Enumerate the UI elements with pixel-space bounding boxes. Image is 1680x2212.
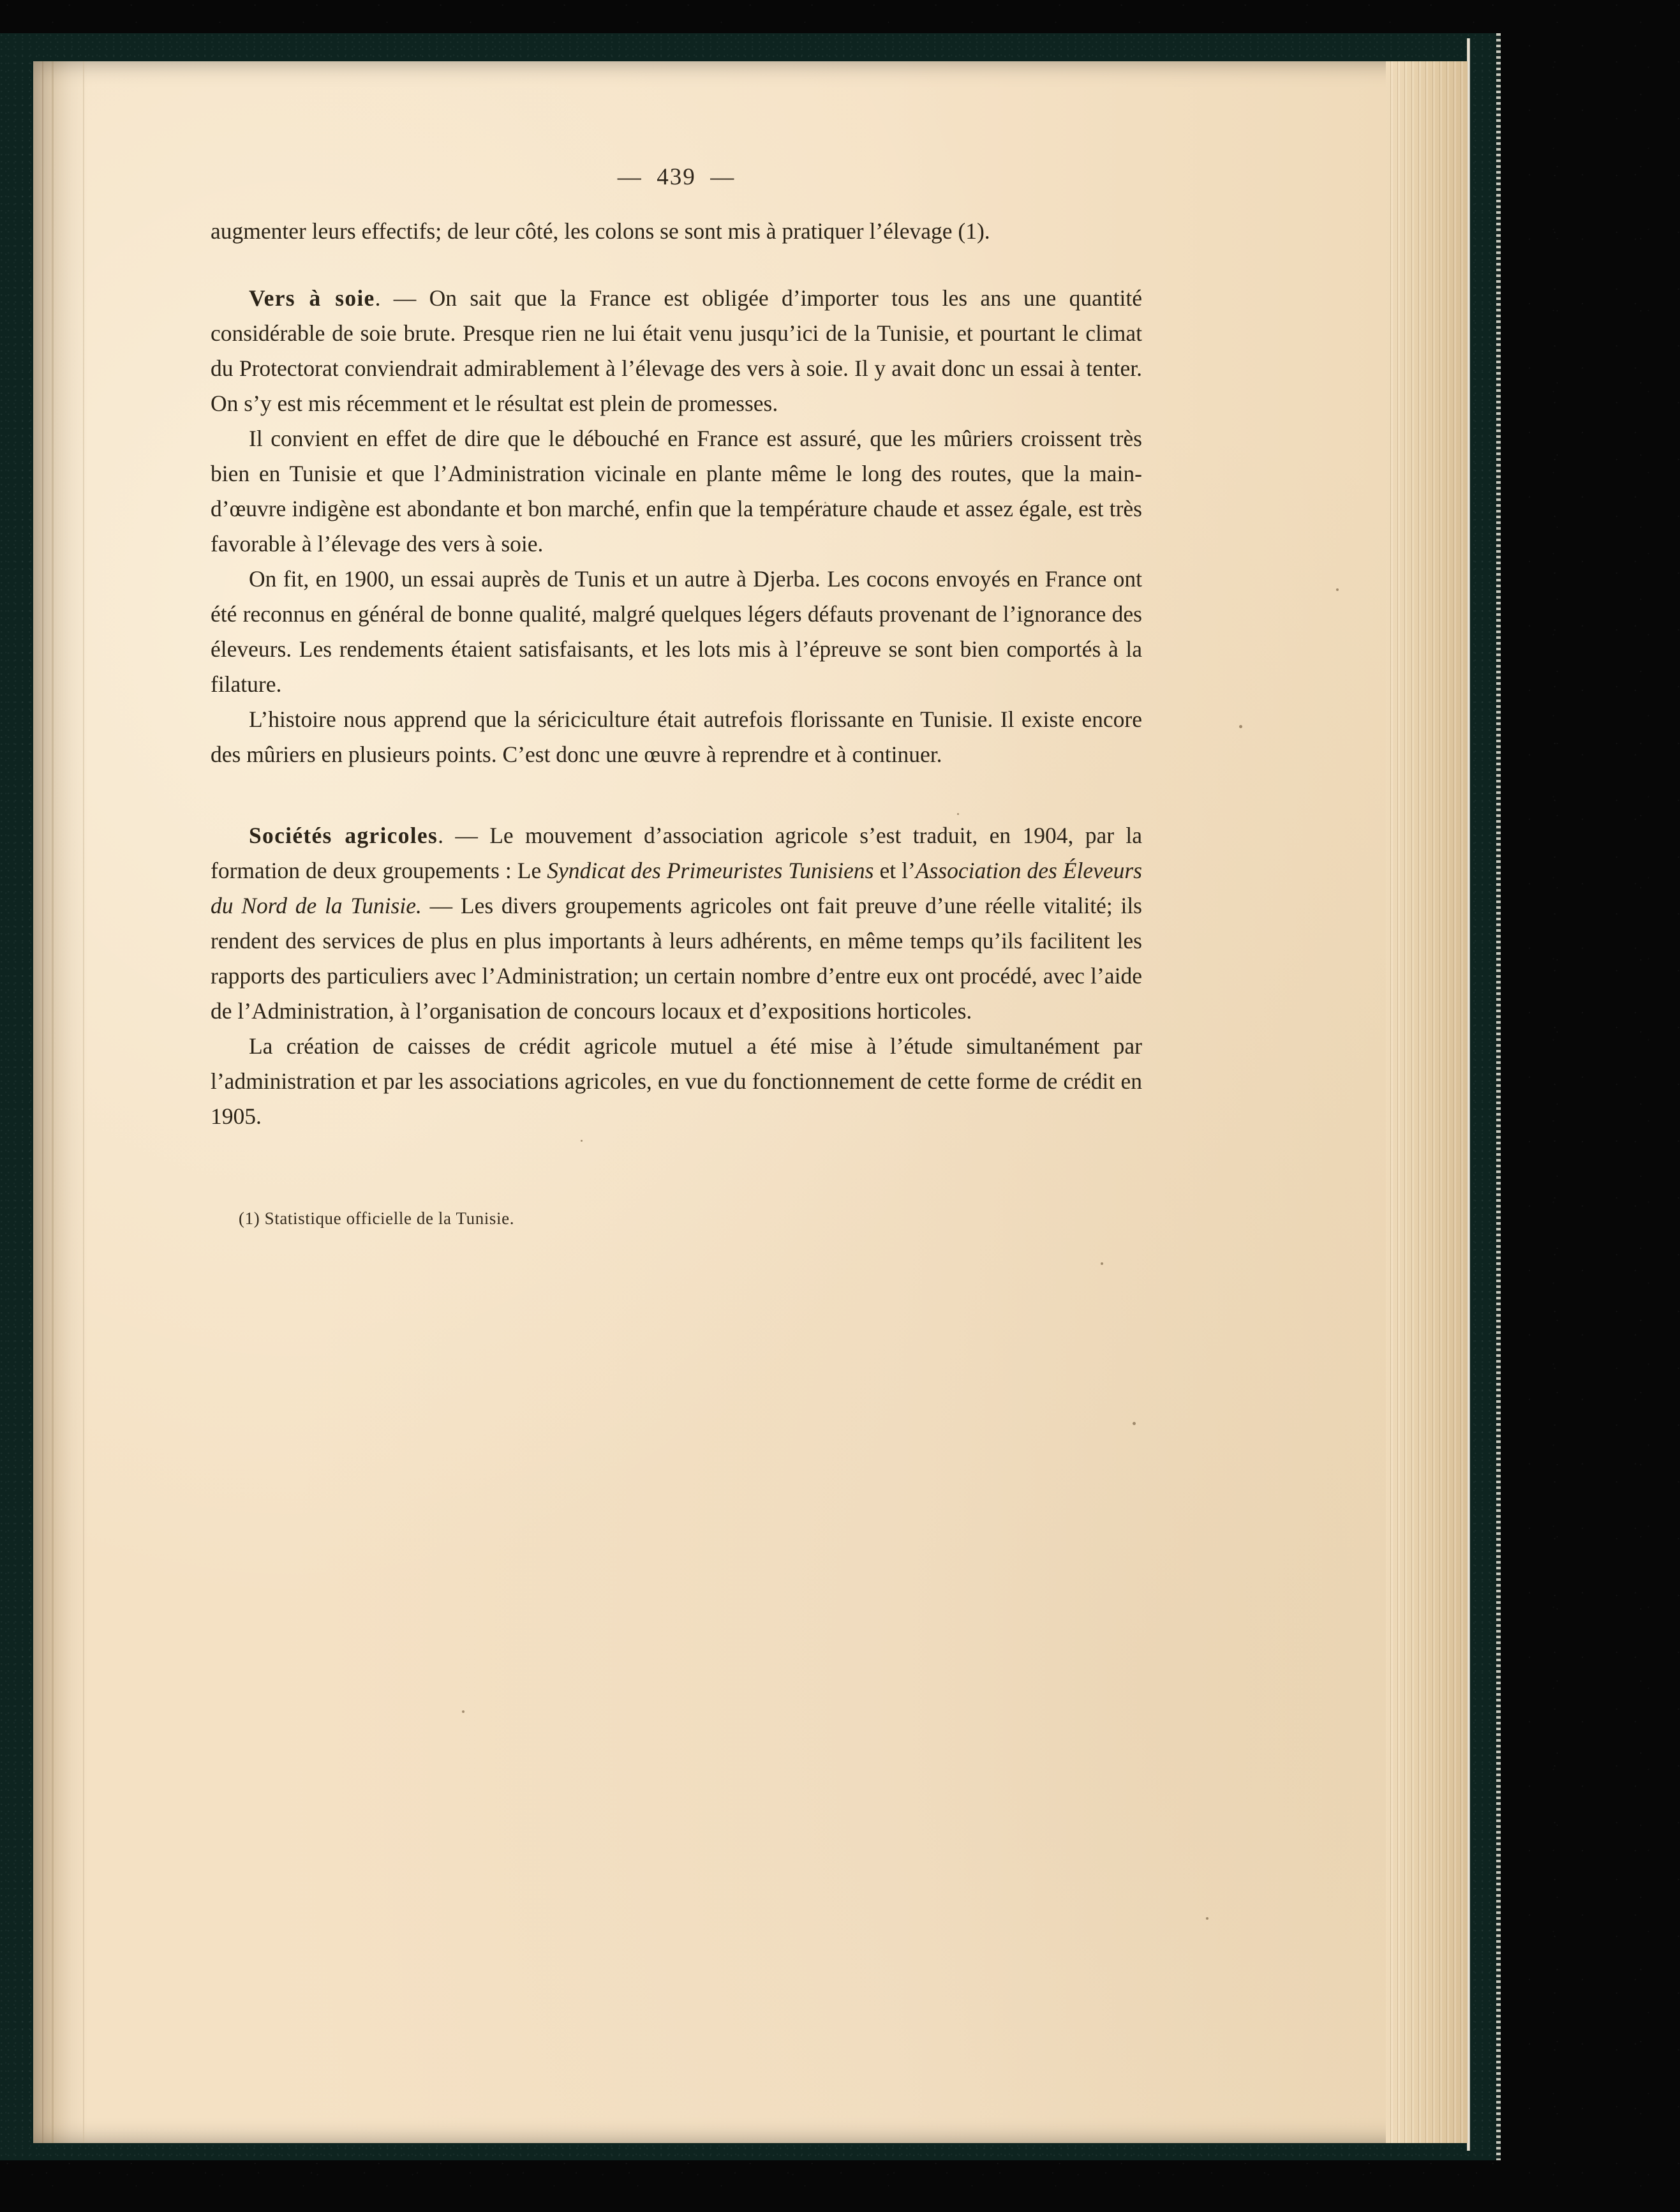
paper-fleck (1133, 1422, 1136, 1425)
scanned-page (33, 61, 1468, 2143)
paragraph-opening: augmenter leurs effectifs; de leur côté, les colons se sont mis à pratiquer l’élevage (1). (211, 218, 990, 244)
page-folio: — 439 — (617, 164, 736, 190)
italic-syndicat-primeuristes: Syndicat des Primeuristes Tunisiens (547, 858, 874, 883)
footnote: (1) Statistique officielle de la Tunisie. (239, 1209, 515, 1228)
heading-societes-agricoles: Sociétés agricoles (249, 823, 438, 848)
societies-text-a: Le mouvement d’association agricole s’est traduit, en 1904, par la formation de deux groupements : Le (211, 823, 1143, 883)
paragraph-silk-trial: On fit, en 1900, un essai auprès de Tunis et un autre à Djerba. Les cocons envoyés en France ont été reconnus en général de bonne qualité, malgré quelques légers défauts provenant de l’ignorance des éleveurs. Les rendements étaient satisfaisants, et les lots mis à l’épreuve se sont bien comportés à la filature. (211, 566, 1142, 697)
heading-vers-a-soie: Vers à soie (249, 285, 375, 311)
paragraph-silk-intro-text: On sait que la France est obligée d’importer tous les ans une quantité considérable de soie brute. Presque rien ne lui était venu jusqu’ici de la Tunisie, et pourtant le climat du Protectorat conviendrait admirablement à l’élevage des vers à soie. Il y avait donc un essai à tenter. On s’y est mis récemment et le résultat est plein de promesses. (211, 285, 1142, 416)
paper-fleck (462, 1710, 465, 1713)
spacer (211, 249, 1142, 281)
gutter-line-2 (52, 61, 54, 2143)
paragraph-silk-market: Il convient en effet de dire que le débouché en France est assuré, que les mûriers croissent très bien en Tunisie et que l’Administration vicinale en plante même le long des routes, que la main-d’œuvre indigène est abondante et bon marché, enfin que la température chaude et assez égale, est très favorable à l’élevage des vers à soie. (211, 426, 1142, 557)
heading-dash: . — (375, 285, 429, 311)
paragraph-silk-intro (211, 281, 1142, 421)
gutter-line-1 (42, 61, 43, 2143)
spacer (211, 772, 1142, 818)
societies-text-c: — Les divers groupements agricoles ont fait preuve d’une réelle vitalité; ils rendent des services de plus en plus importants à leurs adhérents, en même temps qu’ils facilitent les rapports des particuliers avec l’Administration; un certain nombre d’entre eux ont procédé, avec l’aide de l’Administration, à l’organisation de concours locaux et d’expositions horticoles. (211, 893, 1142, 1024)
paragraph-societies-intro (211, 818, 1142, 1029)
paper-fleck (1239, 725, 1242, 728)
gutter-line-3 (83, 61, 84, 2143)
text-block (211, 61, 1142, 1231)
paragraph-societies-credit: La création de caisses de crédit agricole mutuel a été mise à l’étude simultanément par l’administration et par les associations agricoles, en vue du fonctionnement de cette forme de crédit en 1905. (211, 1033, 1142, 1129)
heading-dash: . — (438, 823, 490, 848)
paper-fleck (1336, 588, 1339, 591)
paper-fleck (1206, 1917, 1208, 1920)
italic-association-eleveurs: Association des Éleveurs du Nord de la Tunisie. (211, 858, 1143, 918)
page-fore-edge (1386, 61, 1468, 2143)
societies-text-b: et l’ (873, 858, 916, 883)
cover-stitch-line (1496, 33, 1501, 2160)
gutter-shadow (33, 61, 88, 2143)
paragraph-silk-history: L’histoire nous apprend que la sériciculture était autrefois florissante en Tunisie. Il existe encore des mûriers en plusieurs points. C’est donc une œuvre à reprendre et à continuer. (211, 706, 1142, 767)
paper-fleck (1101, 1262, 1103, 1265)
